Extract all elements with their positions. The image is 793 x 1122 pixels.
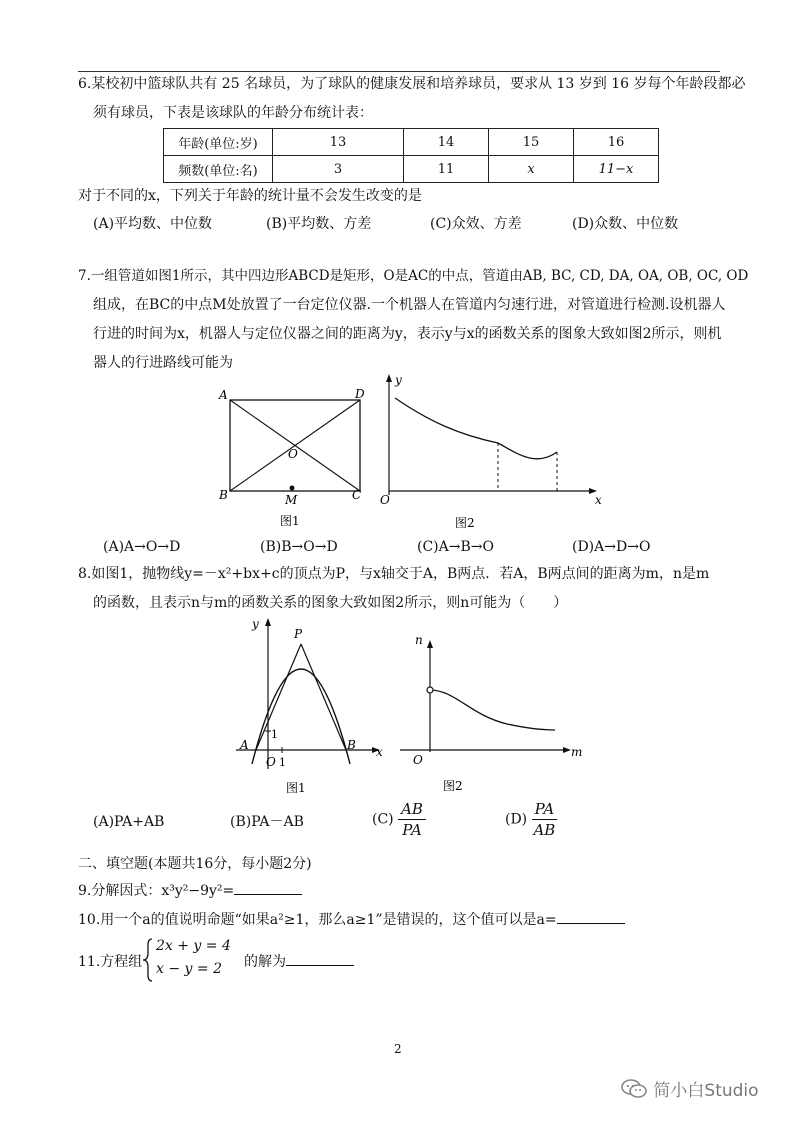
label-p: P bbox=[294, 627, 303, 641]
q6-option-b: (B)平均数、方差 bbox=[266, 216, 372, 232]
label-b: B bbox=[219, 488, 228, 502]
q11-suffix bbox=[244, 951, 354, 971]
q7-line2: 组成，在BC的中点M处放置了一台定位仪器.一个机器人在管道内匀速行进，对管道进行检测.设机器人 bbox=[93, 297, 726, 313]
q6-option-d: (D)众数、中位数 bbox=[572, 216, 679, 232]
q8-option-d bbox=[505, 799, 557, 840]
q7-option-c: (C)A→B→O bbox=[417, 539, 494, 555]
table-cell: 年龄(单位:岁) bbox=[164, 129, 273, 156]
q8-figure2 bbox=[395, 630, 590, 798]
label-b: B bbox=[347, 738, 356, 752]
table-cell: 15 bbox=[489, 129, 574, 156]
fraction-pa-over-ab bbox=[532, 799, 558, 840]
fraction-denominator: AB bbox=[533, 821, 556, 839]
q10 bbox=[78, 906, 625, 935]
watermark bbox=[620, 1076, 759, 1101]
function-curve bbox=[395, 398, 557, 459]
label-x: x bbox=[376, 745, 383, 759]
q6-line2: 须有球员，下表是该球队的年龄分布统计表： bbox=[93, 105, 373, 121]
q11-equation2: x − y = 2 bbox=[156, 961, 222, 977]
figure-caption: 图2 bbox=[455, 516, 475, 530]
segment-pa bbox=[256, 644, 301, 750]
answer-blank bbox=[286, 951, 354, 966]
figure-caption: 图1 bbox=[280, 514, 300, 528]
label-y: y bbox=[395, 373, 402, 387]
y-axis-arrow bbox=[386, 374, 392, 382]
q7-line1: 7.一组管道如图1所示，其中四边形ABCD是矩形，O是AC的中点，管道由AB, BC, CD, DA, OA, OB, OC, OD bbox=[78, 268, 749, 284]
label-one-x: 1 bbox=[279, 756, 286, 769]
table-row bbox=[164, 129, 659, 156]
q6-option-a: (A)平均数、中位数 bbox=[93, 216, 213, 232]
label-x: x bbox=[595, 493, 602, 507]
table-cell: 3 bbox=[273, 156, 404, 183]
q9 bbox=[78, 877, 302, 906]
label-m: M bbox=[285, 493, 298, 507]
q9-text: 9.分解因式：x³y²−9y²= bbox=[78, 883, 235, 899]
q8-option-a: (A)PA+AB bbox=[93, 814, 165, 830]
q6-question: 对于不同的x，下列关于年龄的统计量不会发生改变的是 bbox=[78, 188, 422, 204]
table-cell: 11−x bbox=[574, 156, 659, 183]
table-cell: 13 bbox=[273, 129, 404, 156]
n-axis-arrow bbox=[427, 640, 433, 648]
label-m: m bbox=[571, 745, 583, 759]
q7-line3: 行进的时间为x，机器人与定位仪器之间的距离为y，表示y与x的函数关系的图象大致如图2所示，则机 bbox=[93, 326, 722, 342]
label-one-y: 1 bbox=[271, 728, 278, 741]
age-table bbox=[163, 128, 659, 183]
fraction-numerator: PA bbox=[532, 799, 558, 820]
wechat-icon bbox=[620, 1078, 648, 1100]
q7-figure2 bbox=[375, 370, 610, 535]
q7-option-d: (D)A→D→O bbox=[572, 539, 651, 555]
label-y: y bbox=[252, 617, 259, 631]
figure-caption: 图1 bbox=[286, 781, 306, 795]
page-number: 2 bbox=[394, 1042, 402, 1056]
label-a: A bbox=[219, 388, 228, 402]
label-o: O bbox=[380, 493, 390, 507]
q8-line1: 8.如图1，抛物线y=－x²+bx+c的顶点为P，与x轴交于A，B两点．若A，B两点间的距离为m，n是m bbox=[78, 566, 710, 582]
label-n: n bbox=[415, 633, 423, 647]
q8-figure1 bbox=[228, 614, 388, 799]
figure-caption: 图2 bbox=[443, 779, 463, 793]
table-cell: x bbox=[489, 156, 574, 183]
label-o: O bbox=[266, 755, 276, 769]
function-curve bbox=[430, 690, 555, 730]
q7-option-a: (A)A→O→D bbox=[103, 539, 181, 555]
label-d: D bbox=[355, 387, 365, 401]
open-point bbox=[427, 687, 433, 693]
watermark-text: 简小白Studio bbox=[653, 1081, 759, 1101]
q11-prefix: 11.方程组 bbox=[78, 954, 143, 970]
q11-equation1: 2x + y = 4 bbox=[156, 938, 231, 954]
y-axis-arrow bbox=[265, 618, 271, 626]
q6-line1: 6.某校初中篮球队共有 25 名球员，为了球队的健康发展和培养球员，要求从 13 岁到 16 岁每个年龄段都必 bbox=[78, 76, 746, 92]
q7-figure1 bbox=[210, 380, 375, 530]
table-cell: 16 bbox=[574, 129, 659, 156]
q10-text: 10.用一个a的值说明命题“如果a²≥1，那么a≥1”是错误的，这个值可以是a= bbox=[78, 912, 557, 928]
option-d-label: (D) bbox=[505, 811, 528, 828]
table-cell: 14 bbox=[404, 129, 489, 156]
label-o: O bbox=[413, 753, 423, 767]
fraction-denominator: PA bbox=[402, 821, 422, 839]
segment-pb bbox=[301, 644, 346, 750]
option-c-label: (C) bbox=[372, 811, 394, 828]
point-m bbox=[290, 486, 295, 491]
q8-option-c bbox=[372, 799, 426, 840]
q8-line2: 的函数，且表示n与m的函数关系的图象大致如图2所示，则n可能为（ ） bbox=[93, 595, 568, 611]
label-o: O bbox=[288, 447, 298, 461]
table-cell: 频数(单位:名) bbox=[164, 156, 273, 183]
q11-suffix-text: 的解为 bbox=[244, 954, 286, 970]
fraction-ab-over-pa bbox=[398, 799, 426, 840]
label-c: C bbox=[352, 488, 362, 502]
label-a: A bbox=[240, 738, 249, 752]
q8-option-b: (B)PA－AB bbox=[230, 814, 304, 830]
table-row bbox=[164, 156, 659, 183]
q7-option-b: (B)B→O→D bbox=[260, 539, 338, 555]
table-cell: 11 bbox=[404, 156, 489, 183]
m-axis-arrow bbox=[563, 747, 571, 753]
fraction-numerator: AB bbox=[398, 799, 426, 820]
q6-option-c: (C)众效、方差 bbox=[430, 216, 522, 232]
answer-blank bbox=[234, 880, 302, 895]
system-brace bbox=[142, 937, 154, 983]
section-heading: 二、填空题(本题共16分，每小题2分) bbox=[78, 856, 312, 872]
answer-blank bbox=[557, 909, 625, 924]
q7-line4: 器人的行进路线可能为 bbox=[93, 355, 233, 371]
